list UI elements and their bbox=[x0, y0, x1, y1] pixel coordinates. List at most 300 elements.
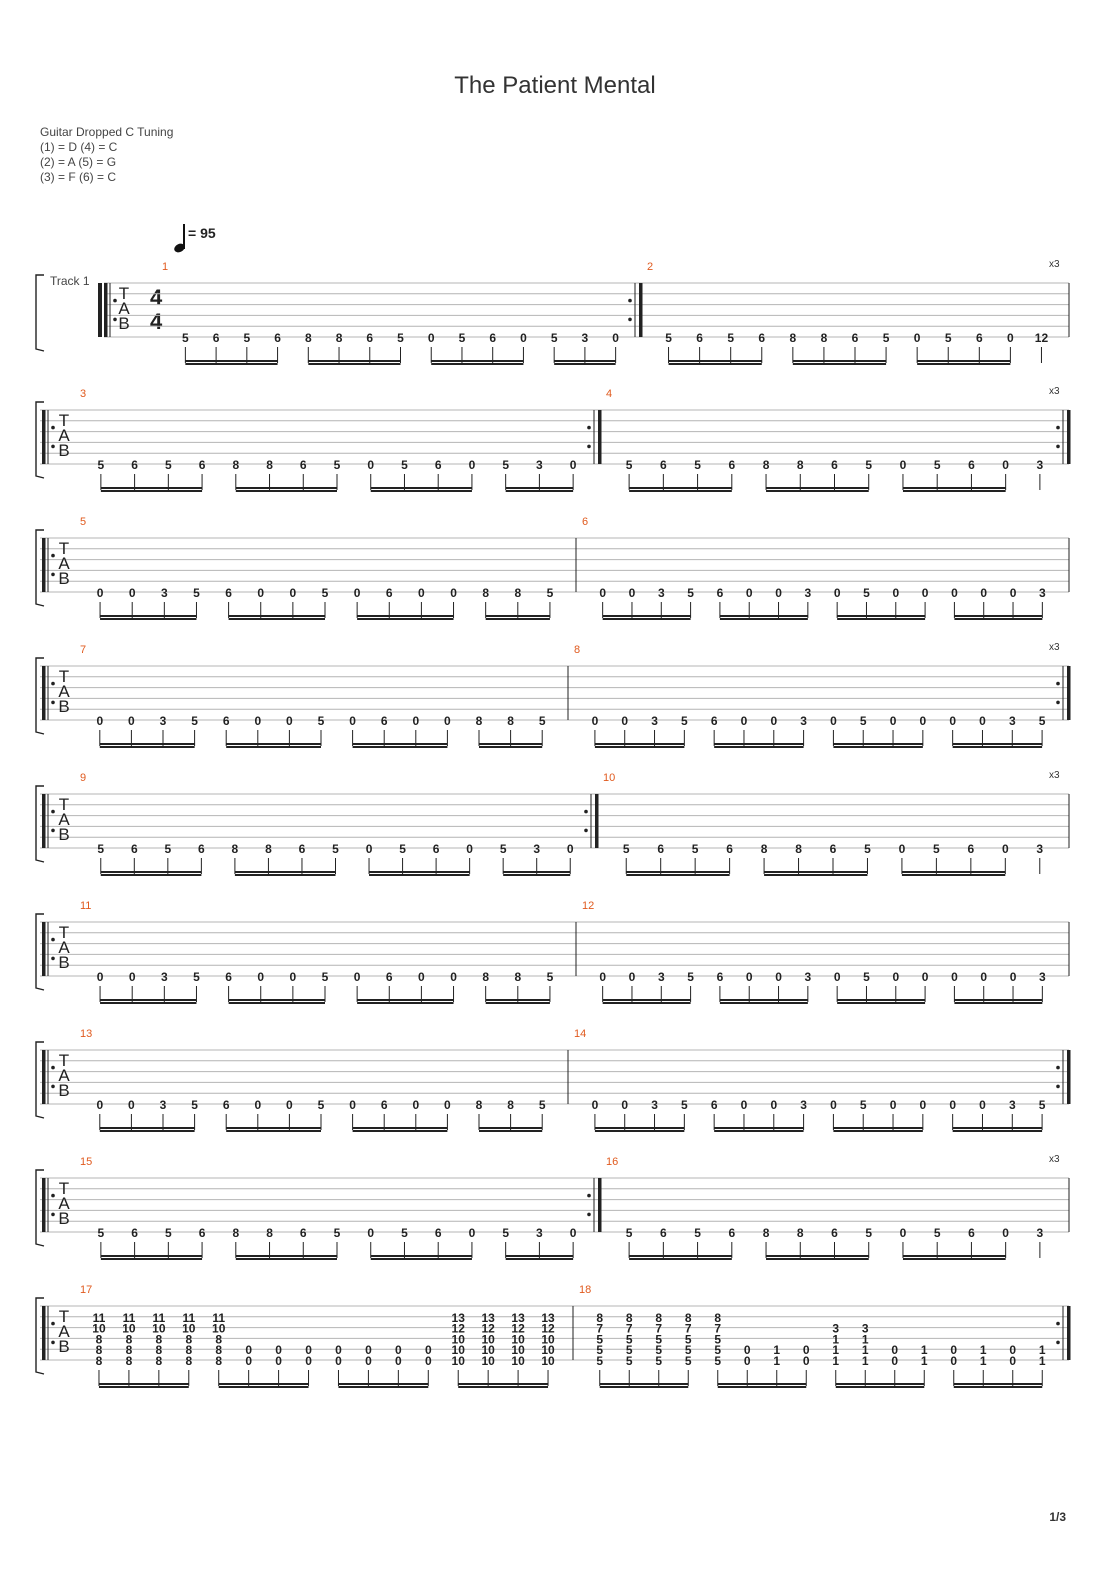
fret-number: 0 bbox=[802, 1343, 810, 1358]
fret-number: 5 bbox=[863, 970, 870, 984]
fret-number: 6 bbox=[716, 586, 724, 600]
fret-number: 0 bbox=[889, 1098, 897, 1112]
fret-number: 3 bbox=[1036, 458, 1044, 472]
repeat-dot bbox=[51, 1322, 55, 1326]
repeat-start-thick-bar bbox=[42, 922, 46, 976]
fret-number: 6 bbox=[728, 1226, 736, 1240]
fret-number: 8 bbox=[185, 1354, 193, 1368]
fret-number: 12 bbox=[511, 1321, 525, 1336]
fret-number: 0 bbox=[740, 714, 748, 728]
repeat-end-thick-bar bbox=[598, 410, 602, 464]
fret-number: 5 bbox=[243, 331, 251, 345]
fret-number: 8 bbox=[762, 1226, 770, 1240]
fret-number: 5 bbox=[193, 586, 200, 600]
fret-number: 5 bbox=[681, 714, 688, 728]
fret-number: 10 bbox=[541, 1332, 555, 1347]
fret-number: 0 bbox=[412, 1098, 420, 1112]
fret-number: 1 bbox=[979, 1343, 987, 1358]
fret-number: 0 bbox=[833, 586, 841, 600]
fret-number: 0 bbox=[257, 970, 265, 984]
fret-number: 5 bbox=[191, 1098, 198, 1112]
fret-number: 5 bbox=[538, 1098, 546, 1112]
tab-clef-letter: B bbox=[58, 825, 70, 844]
fret-number: 5 bbox=[622, 842, 630, 856]
repeat-dot bbox=[587, 445, 591, 449]
fret-number: 8 bbox=[232, 458, 240, 472]
fret-number: 5 bbox=[502, 1226, 510, 1240]
fret-number: 10 bbox=[451, 1332, 465, 1347]
tab-clef-letter: B bbox=[58, 953, 70, 972]
fret-number: 3 bbox=[159, 1098, 167, 1112]
fret-number: 7 bbox=[625, 1321, 633, 1336]
fret-number: 0 bbox=[949, 1098, 956, 1112]
fret-number: 5 bbox=[321, 586, 329, 600]
fret-number: 8 bbox=[304, 331, 312, 345]
fret-number: 0 bbox=[591, 714, 599, 728]
fret-number: 5 bbox=[97, 1226, 105, 1240]
fret-number: 13 bbox=[541, 1310, 555, 1325]
fret-number: 5 bbox=[694, 458, 701, 472]
fret-number: 0 bbox=[450, 970, 457, 984]
measure-number: 18 bbox=[579, 1284, 592, 1296]
fret-number: 0 bbox=[892, 970, 900, 984]
fret-number: 0 bbox=[621, 714, 629, 728]
repeat-dot bbox=[51, 426, 55, 430]
tab-clef-letter: T bbox=[58, 1179, 70, 1198]
fret-number: 3 bbox=[804, 970, 812, 984]
fret-number: 6 bbox=[489, 331, 497, 345]
fret-number: 5 bbox=[625, 458, 633, 472]
fret-number: 10 bbox=[92, 1321, 106, 1336]
repeat-dot bbox=[51, 1085, 55, 1089]
fret-number: 0 bbox=[833, 970, 841, 984]
fret-number: 6 bbox=[710, 714, 718, 728]
repeat-dot bbox=[584, 810, 588, 814]
fret-number: 11 bbox=[152, 1310, 166, 1325]
fret-number: 8 bbox=[482, 586, 490, 600]
repeat-dot bbox=[113, 299, 117, 303]
fret-number: 0 bbox=[128, 714, 135, 728]
measure-number: 4 bbox=[606, 388, 613, 400]
fret-number: 8 bbox=[625, 1310, 633, 1325]
fret-number: 3 bbox=[832, 1321, 840, 1336]
system-bracket bbox=[36, 275, 44, 351]
fret-number: 10 bbox=[511, 1354, 525, 1368]
fret-number: 6 bbox=[728, 458, 736, 472]
measure-number: 15 bbox=[80, 1156, 93, 1168]
fret-number: 1 bbox=[832, 1343, 840, 1358]
fret-number: 0 bbox=[128, 1098, 135, 1112]
fret-number: 8 bbox=[475, 714, 483, 728]
repeat-count: x3 bbox=[1049, 386, 1060, 397]
fret-number: 13 bbox=[451, 1310, 465, 1325]
repeat-dot bbox=[1056, 1341, 1060, 1345]
fret-number: 6 bbox=[385, 970, 393, 984]
fret-number: 8 bbox=[125, 1332, 133, 1347]
fret-number: 0 bbox=[254, 1098, 262, 1112]
fret-number: 8 bbox=[795, 842, 802, 856]
fret-number: 10 bbox=[451, 1343, 465, 1358]
fret-number: 6 bbox=[274, 331, 281, 345]
fret-number: 0 bbox=[891, 1354, 899, 1368]
fret-number: 0 bbox=[569, 458, 577, 472]
measure-number: 3 bbox=[80, 388, 87, 400]
fret-number: 0 bbox=[743, 1343, 751, 1358]
fret-number: 5 bbox=[191, 714, 198, 728]
repeat-count: x3 bbox=[1049, 770, 1060, 781]
fret-number: 8 bbox=[482, 970, 490, 984]
tab-clef-letter: A bbox=[58, 810, 70, 829]
fret-number: 13 bbox=[511, 1310, 525, 1325]
fret-number: 0 bbox=[612, 331, 619, 345]
fret-number: 0 bbox=[245, 1354, 252, 1368]
repeat-dot bbox=[51, 554, 55, 558]
fret-number: 0 bbox=[921, 970, 929, 984]
fret-number: 8 bbox=[507, 714, 514, 728]
fret-number: 0 bbox=[289, 970, 297, 984]
fret-number: 11 bbox=[182, 1310, 196, 1325]
fret-number: 1 bbox=[979, 1354, 987, 1368]
measure-number: 1 bbox=[162, 261, 169, 273]
fret-number: 12 bbox=[541, 1321, 555, 1336]
fret-number: 3 bbox=[800, 1098, 807, 1112]
repeat-end-thick-bar bbox=[1067, 1050, 1071, 1104]
fret-number: 6 bbox=[968, 458, 975, 472]
fret-number: 10 bbox=[541, 1343, 555, 1358]
fret-number: 6 bbox=[716, 970, 724, 984]
fret-number: 8 bbox=[215, 1332, 223, 1347]
tab-clef-letter: B bbox=[58, 1209, 70, 1228]
tab-clef-letter: T bbox=[58, 1307, 70, 1326]
fret-number: 0 bbox=[367, 1226, 375, 1240]
repeat-dot bbox=[51, 829, 55, 833]
repeat-dot bbox=[628, 318, 632, 322]
fret-number: 0 bbox=[1009, 1354, 1017, 1368]
fret-number: 8 bbox=[265, 842, 272, 856]
repeat-dot bbox=[1056, 1066, 1060, 1070]
repeat-count: x3 bbox=[1049, 642, 1060, 653]
measure-number: 13 bbox=[80, 1028, 93, 1040]
fret-number: 1 bbox=[832, 1332, 840, 1347]
fret-number: 1 bbox=[1038, 1343, 1046, 1358]
measure-number: 2 bbox=[647, 261, 654, 273]
fret-number: 6 bbox=[696, 331, 703, 345]
fret-number: 6 bbox=[222, 1098, 230, 1112]
fret-number: 0 bbox=[980, 586, 988, 600]
fret-number: 0 bbox=[949, 714, 956, 728]
fret-number: 3 bbox=[536, 458, 543, 472]
fret-number: 3 bbox=[1039, 586, 1046, 600]
fret-number: 5 bbox=[625, 1343, 633, 1358]
measure-number: 5 bbox=[80, 516, 87, 528]
fret-number: 8 bbox=[215, 1343, 223, 1358]
fret-number: 0 bbox=[1009, 586, 1017, 600]
fret-number: 1 bbox=[832, 1354, 840, 1368]
measure-number: 14 bbox=[574, 1028, 587, 1040]
fret-number: 8 bbox=[232, 1226, 240, 1240]
fret-number: 3 bbox=[160, 970, 168, 984]
fret-number: 5 bbox=[550, 331, 558, 345]
fret-number: 5 bbox=[681, 1098, 688, 1112]
repeat-dot bbox=[51, 1213, 55, 1217]
fret-number: 0 bbox=[898, 842, 906, 856]
fret-number: 3 bbox=[536, 1226, 543, 1240]
track-label: Track 1 bbox=[50, 274, 90, 288]
fret-number: 8 bbox=[231, 842, 239, 856]
fret-number: 6 bbox=[298, 842, 306, 856]
fret-number: 1 bbox=[773, 1354, 781, 1368]
fret-number: 8 bbox=[155, 1343, 163, 1358]
fret-number: 3 bbox=[1008, 714, 1016, 728]
fret-number: 8 bbox=[155, 1354, 163, 1368]
fret-number: 0 bbox=[412, 714, 420, 728]
fret-number: 0 bbox=[899, 1226, 907, 1240]
fret-number: 8 bbox=[266, 1226, 273, 1240]
fret-number: 0 bbox=[468, 458, 476, 472]
fret-number: 0 bbox=[775, 970, 782, 984]
fret-number: 5 bbox=[321, 970, 329, 984]
tab-clef-letter: T bbox=[58, 795, 70, 814]
repeat-dot bbox=[1056, 682, 1060, 686]
fret-number: 0 bbox=[1009, 1343, 1017, 1358]
fret-number: 6 bbox=[225, 970, 232, 984]
fret-number: 0 bbox=[335, 1354, 342, 1368]
repeat-dot bbox=[113, 318, 117, 322]
fret-number: 0 bbox=[770, 1098, 778, 1112]
fret-number: 0 bbox=[365, 1343, 372, 1358]
fret-number: 5 bbox=[333, 1226, 341, 1240]
repeat-dot bbox=[1056, 445, 1060, 449]
fret-number: 0 bbox=[418, 586, 425, 600]
page-number: 1/3 bbox=[1049, 1510, 1066, 1524]
fret-number: 0 bbox=[1007, 331, 1014, 345]
fret-number: 8 bbox=[796, 1226, 804, 1240]
fret-number: 3 bbox=[800, 714, 807, 728]
fret-number: 5 bbox=[182, 331, 189, 345]
fret-number: 8 bbox=[760, 842, 768, 856]
fret-number: 10 bbox=[511, 1343, 525, 1358]
fret-number: 5 bbox=[502, 458, 510, 472]
measure-number: 7 bbox=[80, 644, 87, 656]
fret-number: 5 bbox=[625, 1332, 633, 1347]
tab-clef-letter: B bbox=[58, 697, 70, 716]
fret-number: 5 bbox=[694, 1226, 701, 1240]
repeat-dot bbox=[1056, 426, 1060, 430]
fret-number: 8 bbox=[514, 970, 522, 984]
repeat-dot bbox=[628, 299, 632, 303]
fret-number: 8 bbox=[335, 331, 343, 345]
fret-number: 8 bbox=[514, 586, 522, 600]
fret-number: 0 bbox=[367, 458, 375, 472]
measure-number: 8 bbox=[574, 644, 581, 656]
fret-number: 0 bbox=[921, 586, 929, 600]
fret-number: 6 bbox=[385, 586, 393, 600]
fret-number: 8 bbox=[266, 458, 273, 472]
fret-number: 5 bbox=[655, 1343, 663, 1358]
fret-number: 0 bbox=[96, 1098, 104, 1112]
fret-number: 5 bbox=[727, 331, 735, 345]
fret-number: 0 bbox=[770, 714, 778, 728]
fret-number: 0 bbox=[628, 586, 636, 600]
fret-number: 0 bbox=[305, 1343, 312, 1358]
tab-clef-letter: A bbox=[58, 1322, 70, 1341]
fret-number: 12 bbox=[1034, 331, 1049, 345]
tab-clef-letter: A bbox=[58, 554, 70, 573]
fret-number: 0 bbox=[745, 586, 753, 600]
fret-number: 1 bbox=[861, 1332, 869, 1347]
fret-number: 5 bbox=[687, 970, 694, 984]
fret-number: 0 bbox=[889, 714, 897, 728]
fret-number: 0 bbox=[245, 1343, 252, 1358]
fret-number: 6 bbox=[975, 331, 983, 345]
repeat-dot bbox=[51, 573, 55, 577]
fret-number: 8 bbox=[820, 331, 828, 345]
fret-number: 8 bbox=[95, 1343, 103, 1358]
fret-number: 3 bbox=[533, 842, 541, 856]
fret-number: 6 bbox=[131, 1226, 138, 1240]
fret-number: 7 bbox=[684, 1321, 692, 1336]
fret-number: 5 bbox=[193, 970, 200, 984]
tab-clef-letter: T bbox=[58, 539, 70, 558]
fret-number: 5 bbox=[714, 1332, 722, 1347]
fret-number: 5 bbox=[596, 1354, 604, 1368]
fret-number: 5 bbox=[655, 1332, 663, 1347]
fret-number: 8 bbox=[95, 1332, 103, 1347]
repeat-dot bbox=[1056, 1322, 1060, 1326]
fret-number: 0 bbox=[305, 1354, 312, 1368]
tab-clef-letter: T bbox=[58, 923, 70, 942]
repeat-dot bbox=[51, 701, 55, 705]
fret-number: 5 bbox=[691, 842, 699, 856]
fret-number: 1 bbox=[1038, 1354, 1046, 1368]
fret-number: 3 bbox=[861, 1321, 869, 1336]
fret-number: 0 bbox=[599, 586, 606, 600]
fret-number: 7 bbox=[714, 1321, 722, 1336]
tab-clef-letter: B bbox=[118, 314, 130, 333]
fret-number: 7 bbox=[655, 1321, 663, 1336]
repeat-end-thick-bar bbox=[1067, 1306, 1071, 1360]
fret-number: 6 bbox=[758, 331, 766, 345]
fret-number: 5 bbox=[865, 1226, 873, 1240]
fret-number: 0 bbox=[96, 970, 104, 984]
repeat-dot bbox=[1056, 701, 1060, 705]
repeat-dot bbox=[587, 1194, 591, 1198]
fret-number: 12 bbox=[481, 1321, 495, 1336]
fret-number: 5 bbox=[164, 842, 172, 856]
fret-number: 0 bbox=[427, 331, 435, 345]
fret-number: 6 bbox=[380, 1098, 388, 1112]
fret-number: 5 bbox=[399, 842, 406, 856]
fret-number: 6 bbox=[967, 842, 975, 856]
repeat-end-thick-bar bbox=[639, 283, 643, 337]
fret-number: 5 bbox=[1038, 1098, 1046, 1112]
fret-number: 0 bbox=[951, 970, 958, 984]
fret-number: 8 bbox=[125, 1343, 133, 1358]
fret-number: 5 bbox=[97, 842, 105, 856]
fret-number: 5 bbox=[687, 586, 694, 600]
fret-number: 0 bbox=[395, 1343, 402, 1358]
repeat-start-thick-bar bbox=[42, 1050, 46, 1104]
tab-clef-letter: A bbox=[58, 938, 70, 957]
fret-number: 6 bbox=[131, 458, 138, 472]
fret-number: 8 bbox=[789, 331, 797, 345]
repeat-end-thick-bar bbox=[598, 1178, 602, 1232]
fret-number: 10 bbox=[182, 1321, 196, 1336]
tuning-line-1: (1) = D (4) = C bbox=[40, 140, 118, 154]
fret-number: 0 bbox=[128, 970, 136, 984]
fret-number: 6 bbox=[299, 458, 307, 472]
tab-clef-letter: A bbox=[58, 1066, 70, 1085]
fret-number: 0 bbox=[466, 842, 473, 856]
fret-number: 5 bbox=[863, 586, 870, 600]
fret-number: 13 bbox=[481, 1310, 495, 1325]
fret-number: 8 bbox=[655, 1310, 663, 1325]
fret-number: 0 bbox=[365, 1354, 372, 1368]
fret-number: 0 bbox=[520, 331, 527, 345]
fret-number: 11 bbox=[212, 1310, 226, 1325]
fret-number: 10 bbox=[122, 1321, 136, 1336]
fret-number: 10 bbox=[152, 1321, 166, 1336]
fret-number: 5 bbox=[655, 1354, 663, 1368]
fret-number: 5 bbox=[1038, 714, 1046, 728]
fret-number: 5 bbox=[714, 1354, 722, 1368]
fret-number: 0 bbox=[353, 586, 361, 600]
fret-number: 0 bbox=[745, 970, 753, 984]
fret-number: 5 bbox=[397, 331, 404, 345]
fret-number: 0 bbox=[335, 1343, 342, 1358]
tab-clef-letter: B bbox=[58, 1081, 70, 1100]
repeat-dot bbox=[51, 445, 55, 449]
fret-number: 5 bbox=[317, 714, 325, 728]
fret-number: 0 bbox=[950, 1343, 958, 1358]
fret-number: 6 bbox=[299, 1226, 307, 1240]
fret-number: 5 bbox=[333, 458, 341, 472]
fret-number: 10 bbox=[481, 1354, 495, 1368]
fret-number: 5 bbox=[665, 331, 672, 345]
fret-number: 8 bbox=[762, 458, 770, 472]
fret-number: 0 bbox=[450, 586, 457, 600]
fret-number: 0 bbox=[349, 1098, 356, 1112]
fret-number: 0 bbox=[979, 1098, 986, 1112]
fret-number: 5 bbox=[546, 586, 554, 600]
fret-number: 3 bbox=[159, 714, 167, 728]
repeat-dot bbox=[584, 829, 588, 833]
fret-number: 1 bbox=[773, 1343, 781, 1358]
tab-clef-letter: B bbox=[58, 569, 70, 588]
fret-number: 6 bbox=[968, 1226, 975, 1240]
fret-number: 8 bbox=[185, 1343, 193, 1358]
fret-number: 0 bbox=[621, 1098, 629, 1112]
fret-number: 3 bbox=[1036, 1226, 1044, 1240]
fret-number: 5 bbox=[865, 458, 873, 472]
fret-number: 10 bbox=[481, 1332, 495, 1347]
tuning-name: Guitar Dropped C Tuning bbox=[40, 125, 174, 139]
fret-number: 6 bbox=[434, 1226, 442, 1240]
repeat-dot bbox=[1056, 1085, 1060, 1089]
time-signature-denominator: 4 bbox=[150, 309, 163, 334]
fret-number: 3 bbox=[651, 1098, 658, 1112]
fret-number: 0 bbox=[395, 1354, 402, 1368]
fret-number: 0 bbox=[891, 1343, 899, 1358]
repeat-start-thick-bar bbox=[42, 794, 46, 848]
fret-number: 8 bbox=[507, 1098, 514, 1112]
fret-number: 5 bbox=[933, 458, 941, 472]
fret-number: 6 bbox=[660, 1226, 667, 1240]
fret-number: 6 bbox=[434, 458, 442, 472]
fret-number: 10 bbox=[451, 1354, 465, 1368]
fret-number: 6 bbox=[829, 842, 837, 856]
fret-number: 6 bbox=[130, 842, 138, 856]
